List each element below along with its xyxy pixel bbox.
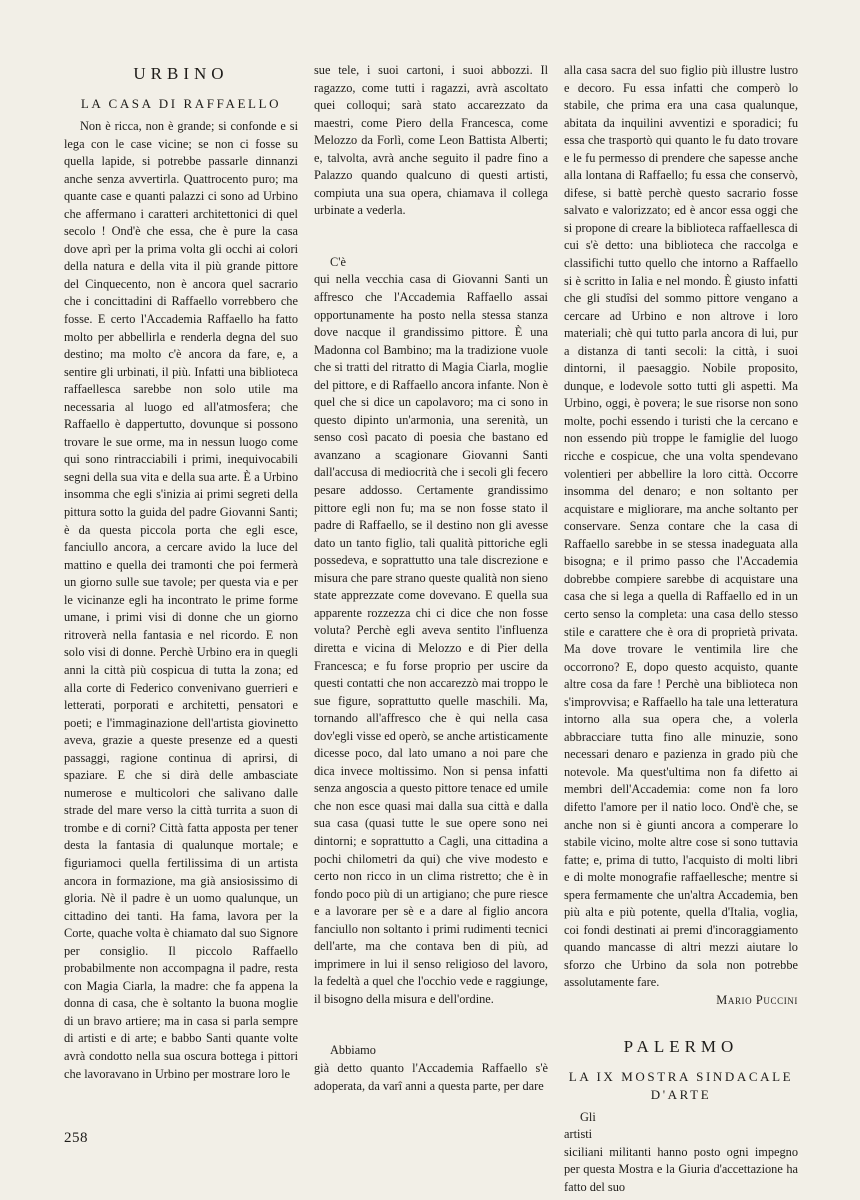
column-1 [64, 62, 298, 1083]
urbino-paragraph-3: Abbiamo [330, 1043, 376, 1058]
palermo-paragraph-1: Gli [580, 1109, 596, 1124]
urbino-paragraph-3: già detto quanto l'Accademia Raffaello s'è adoperata, da varî anni a questa parte, per dare [314, 1060, 549, 1093]
article-title-urbino: URBINO [133, 64, 229, 83]
urbino-paragraph-2: C'è [330, 254, 346, 269]
author-signature: Mario Puccini [716, 992, 798, 1007]
article-subtitle-palermo: LA IX MOSTRA SINDACALE D'ARTE [568, 1068, 794, 1102]
column-2 [314, 62, 548, 1095]
urbino-paragraph-3: alla casa sacra del suo figlio più illustre lustro e decoro. Fu essa infatti che comperò lo stabile, che prima era una casa qualunque, abitata da inquilini avventizi e sporadici; fu essa che trasportò qui quanto le fu dato trovare e le fu permesso di prendere che sapesse anche alla lontana di Raffaello; fu essa che conservò, difese, si battè perchè questo sacrario fosse salvato e valorizzato; ed è ancor essa oggi che si propone di creare la biblioteca raffaellesca di cui s'è detto: una biblioteca che raccolga e classifichi tutto quello che intorno a Raffaello si è scritto in Ialia e nel mondo. È giusto infatti che gli studîsi del sommo pittore vengano a cercare ad Urbino e non altrove i loro materiali; chè qui tutto parla ancora di lui, pur a distanza di tanti secoli: la città, i suoi dintorni, il paesaggio. Nobile proposito, dunque, e lodevole sotto tutti gli aspetti. Ma Urbino, oggi, è povera; le sue risorse non sono molte, pochi essendo i turisti che la cercano e non essendo più troppe le famiglie del luogo ricche e cospicue, che una volta spendevano volentieri per abbellire la loro città. Occorre insomma del denaro; e non soltanto per acquistare e migliorare, ma anche soltanto per conservare. Senza contare che la casa di Raffaello sarebbe in se stessa inadeguata alla bisogna; e il primo passo che l'Accademia dobrebbe compiere sarebbe di acquistare una casa che si lega a quella di Raffaello ed in un certo senso la completa: una casa dello stesso stile e carattere che è ora di proprietà privata. Ma dove trovare le ventimila lire che occorrono? E, dopo questo acquisto, quante altre cosa da fare ! Perchè una biblioteca non s'improvvisa; e Raffaello ha tale una letteratura intorno alla sua opera che, a volerla abbracciare tutta fino alle minuzie, sono necessari denaro e pazienza in grado più che notevole. Ma quest'ultima non fa difetto ai membri dell'Accademia: come non fa loro difetto l'amore per il natio loco. Ond'è che, se anche non si è giunti ancora a comperare lo stabile vicino, molte altre cose si sono tuttavia fatte; e, prima di tutto, l'acquisto di molti libri e di molte monografie raffaellesche; mentre si spera fermamente che un'altra Accademia, ben più alta e più potente, quella d'Italia, voglia, coi fondi destinati ai premi d'incoraggiamento quando mancasse di altri mezzi aiutare lo sforzo che Urbino da sola non potrebbe assolutamente fare. [564, 63, 799, 990]
paragraph-gap [314, 1008, 548, 1042]
palermo-paragraph-1: siciliani militanti hanno posto ogni impegno per questa Mostra e la Giuria d'accettazione ha fatto del suo [564, 1144, 799, 1194]
paragraph-gap [314, 220, 548, 254]
article-subtitle-urbino: LA CASA DI RAFFAELLO [80, 96, 282, 111]
page-number: 258 [64, 1130, 88, 1146]
urbino-paragraph-2: qui nella vecchia casa di Giovanni Santi un affresco che l'Accademia Raffaello assai opportunamente ha posto nella stessa stanza dove nacque il grandissimo pittore. È una Madonna col Bambino; ma la tradizione vuole che si tratti del ritratto di Magia Ciarla, moglie del pittore, e di Raffaello ancora infante. Non è quel che si dice un capolavoro; ma ci sono in questo dipinto un'armonia, una serenità, un senso così pacato di poesia che bastano ed avanzano a scagionare Giovanni Santi dall'accusa di mediocrità che i secoli gli fecero pesare addosso. Certamente grandissimo pittore egli non fu; ma se non fosse stato il padre di Raffaello, se il destino non gli avesse dato un tanto figlio, tali qualità pittoriche egli possedeva, e soprattutto una tale discrezione e misura che pare strano queste qualità non sieno state apprezzate come dovevano. E quella sua apparente rozzezza chi ci dice che non fosse voluta? Perchè egli aveva sentito l'influenza diretta e vicina di Melozzo e di Pier della Francesca; e fu forse proprio per uscire da questi contatti che non accarezzò mai troppo le sue figure, soprattutto quelle maschili. Ma, tornando all'affresco che è qui nella casa dov'egli visse ed operò, se anche artisticamente dicesse poco, dal lato umano a noi pare che dica invece moltissimo. Non si pensa infatti senza angoscia a questo pittore tenace ed umile che non esce quasi mai dalla sua città e dalla sua casa (quasi tutte le sue opere sono nei dintorni; e soprattutto a Cagli, una cittadina a pochi chilometri da qui) che vive modesto e certo non ricco in un clima ristretto; che è in fondo poco più di un artigiano; che pure riesce e a lavorare per sè e a dare al figlio ancora fanciullo non soltanto i primi rudimenti tecnici dell'arte, ma che contava ben di più, ad imprimere in lui il senso religioso del lavoro, la fedeltà a quel che l'occhio vede e raggiunge, il bisogno della misura e dell'ordine. [314, 272, 549, 1006]
article-title-palermo: PALERMO [623, 1036, 739, 1056]
palermo-paragraph-1: artisti [564, 1127, 593, 1142]
section-gap [564, 1010, 798, 1035]
column-3 [564, 62, 798, 1196]
urbino-paragraph-1: sue tele, i suoi cartoni, i suoi abbozzi. Il ragazzo, come tutti i ragazzi, avrà ascoltato quei colloqui; sarà stato accarezzato da maestri, come Piero della Francesca, come Melozzo da Forlì, come Leon Battista Alberti; e, talvolta, avrà anche seguito il padre fino a Palazzo quando qualcuno di questi artisti, compiuta una sua opera, chiamava il collega urbinate a vederla. [314, 63, 549, 218]
urbino-paragraph-1: Non è ricca, non è grande; si confonde e si lega con le case vicine; se non ci fosse su quella lapide, si potrebbe passarle dinnanzi anche senza avvertirla. Quattrocento puro; ma quante case e quanti palazzi ci sono ad Urbino che affermano i caratteri architettonici di quel secolo ! Ond'è che essa, che è pure la casa dove aprì per la prima volta gli occhi ai colori della natura e della vita il più grande pittore del Cinquecento, non è ancora quel sacrario che i concittadini di Raffaello vorrebbero che fosse. E certo l'Accademia Raffaello ha fatto molto per abbellirla e renderla degna del suo destino; ma molto c'è ancora da fare, e, a sentire gli urbinati, il più. Infatti una biblioteca raffaellesca sarebbe non solo utile ma necessaria al luogo ed all'atmosfera; che Raffaello è dappertutto, dovunque si possono trovare le sue orme, ma in nessun luogo come qui sono rintracciabili i primi, inequivocabili segni della sua vita e della sua arte. È a Urbino insomma che egli s'inizia ai primi segreti della pittura sotto la guida del padre Giovanni Santi; è da questa piccola porta che egli esce, fanciullo ancora, a cercare avido la luce del mattino e quella dei tramonti che poi fermerà un giorno sulle sue tavole; per questa via e per le vicinanze egli ha incontrato le prime forme umane, i primi visi di donne che un giorno ritroverà nella fantasia e nel ricordo. E non solo visi di donne. Perchè Urbino era in quegli anni la città più cospicua di tutta la zona; ed alla corte di Federico convenivano guerrieri e letterati, porporati e architetti, pensatori e poeti; e l'immaginazione dell'artista giovinetto aveva, grazie a queste presenze ed a questi passaggi, ragione continua di aprirsi, di spaziare. E che si dirà delle ambasciate numerose e multicolori che salivano dalle strade del mare verso la città turrita a suon di trombe e di corni? Città fatta apposta per tener desta la fantasia di qualunque mortale; e figuriamoci quella fertilissima di un artista ancora in formazione, ma già ansiosissimo di gloria. Nè il padre è un uomo qualunque, un cittadino dei tanti. Ha fama, lavora per la Corte, quache volta è chiamato dal suo Signore per consiglio. Il piccolo Raffaello probabilmente non accompagna il padre, resta con Magia Ciarla, la madre: che fa appena la donna di casa, che è soltanto la buona moglie di un bravo artiere; ma in casa si parla sempre di artisti e di arte; e babbo Santi quante volte avrà condotto nella sua oscura bottega i pittori che lavoravano in Urbino per mostrare loro le [64, 119, 299, 1081]
